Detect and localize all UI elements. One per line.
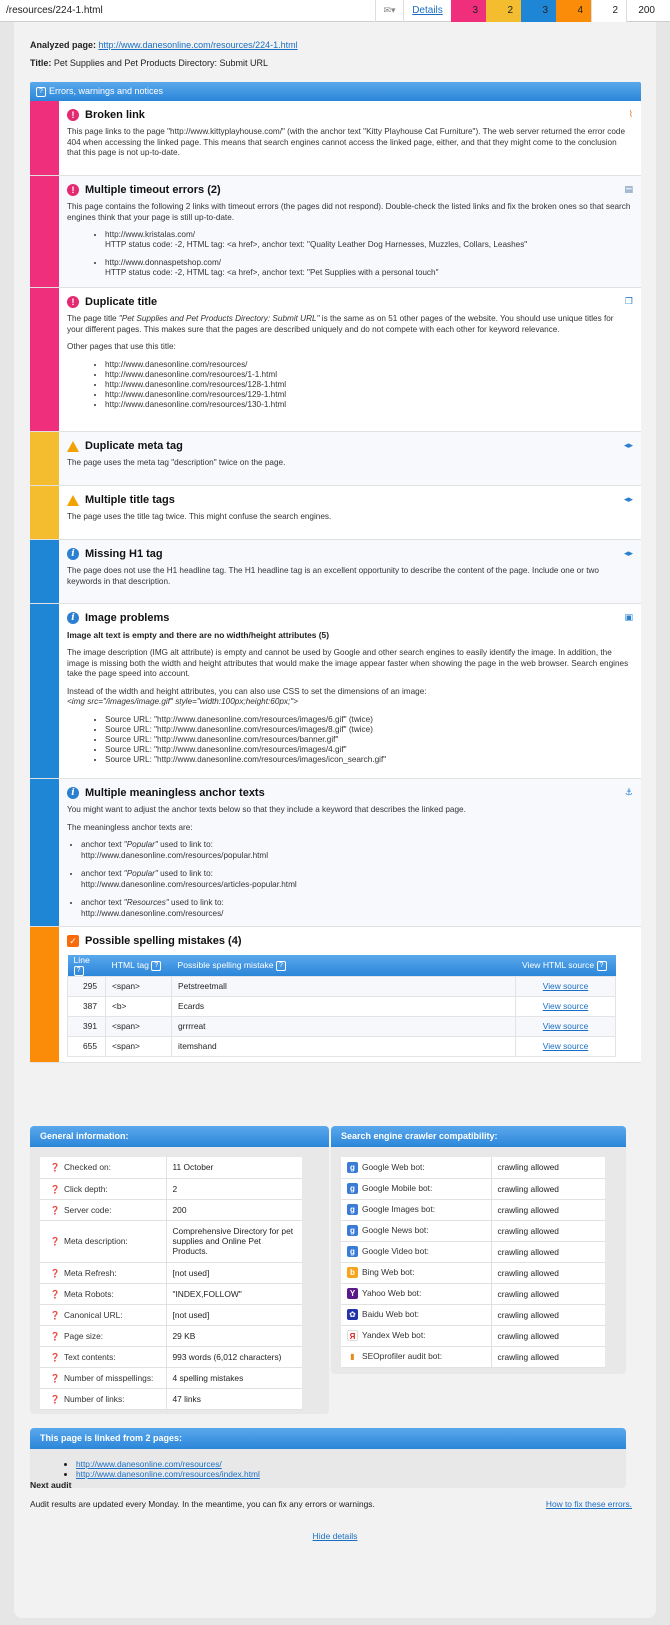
errors-count: 3 bbox=[451, 0, 486, 22]
anchor-item: • anchor text "Resources" used to link to: http://www.danesonline.com/resources/ bbox=[81, 898, 631, 919]
help-icon[interactable]: ? bbox=[597, 961, 607, 971]
image-icon: ▣ bbox=[624, 612, 633, 622]
code-icon: ◂▸ bbox=[623, 548, 633, 558]
issue-duplicate-meta: Duplicate meta tag ◂▸ The page uses the meta tag "description" twice on the page. bbox=[30, 432, 641, 486]
code-icon: ◂▸ bbox=[623, 494, 633, 504]
error-icon: ! bbox=[67, 296, 79, 308]
general-info-box: General information: ❓ Checked on: 11 October ❓ Click depth: 2 ❓ Server code: 200 ❓ Meta description: Comprehensive Directory for pet supplies and Online Pet Products. ❓ Meta Refresh: [not used] ❓ Meta Robots: "INDEX,FOLLOW" ❓ Canonical URL: [not used] ❓ Page size: 29 KB ❓ Text contents: 993 words (6,012 characters) ❓ Number of misspellings: 4 spelling mistakes ❓ Number of links: 47 links bbox=[30, 1126, 329, 1414]
server-icon: ▤ bbox=[624, 184, 633, 194]
info-icon: i bbox=[67, 787, 79, 799]
status-code: 200 bbox=[626, 0, 661, 22]
issue-spelling: ✓ Possible spelling mistakes (4) Line ? HTML tag ? Possible spelling mistake ? View HTML source ? 295 <span> Petstreetmall View source 387 <b> Ecards View source 391 <span> grrrreat View source 655 <span> itemshand View source bbox=[30, 927, 641, 1063]
code-icon: ◂▸ bbox=[623, 440, 633, 450]
view-source-link[interactable]: View source bbox=[542, 1001, 589, 1012]
issue-timeout-errors: ! Multiple timeout errors (2) ▤ This page contains the following 2 links with timeout errors (the pages did not respond). Double-check the listed links and fix the broken ones so that search engines think that your page is still up-to-date. • http://www.kristalas.com/ HTTP status code: -2, HTML tag: <a href>, anchor text: "Quality Leather Dog Harnesses, Muzzles, Collars, Leashes" • http://www.donnaspetshop.com/ HTTP status code: -2, HTML tag: <a href>, anchor text: "Pet Supplies with a personal touch" bbox=[30, 176, 641, 288]
warnings-count: 2 bbox=[486, 0, 521, 22]
analyzed-page-link[interactable]: http://www.danesonline.com/resources/224-1.html bbox=[98, 40, 298, 50]
issue-broken-link: ! Broken link ⌇ This page links to the page "http://www.kittyplayhouse.com/" (with the anchor text "Kitty Playhouse Cat Furniture"). The web server returned the error code 404 when accessing the linked page. This means that search engines cannot access the linked page, either, and that they might come to the conclusion that this page is not up-to-date. bbox=[30, 101, 641, 176]
spelling-table: Line ? HTML tag ? Possible spelling mistake ? View HTML source ? 295 <span> Petstreetmall View source 387 <b> Ecards View source 391 <span> grrrreat View source 655 <span> itemshand View source bbox=[67, 955, 616, 1057]
help-icon[interactable]: ? bbox=[74, 966, 84, 976]
linked-from-link[interactable]: http://www.danesonline.com/resources/ bbox=[76, 1459, 222, 1469]
crawler-box: Search engine crawler compatibility: g Google Web bot: crawling allowed g Google Mobile bot: crawling allowed g Google Images bot: crawling allowed g Google News bot: crawling allowed g Google Video bot: crawling allowed b Bing Web bot: crawling allowed Y Yahoo Web bot: crawling allowed ✿ Baidu Web bot: crawling allowed Я Yandex Web bot: crawling allowed ▮ SEOprofiler audit bot: crawling allowed bbox=[331, 1126, 626, 1374]
linked-from-box: This page is linked from 2 pages: • http://www.danesonline.com/resources/ • http://www.danesonline.com/resources/index.html bbox=[30, 1428, 626, 1488]
analyzed-page: Analyzed page: http://www.danesonline.com/resources/224-1.html bbox=[30, 40, 298, 50]
hide-details-link[interactable]: Hide details bbox=[312, 1531, 358, 1541]
table-row: 655 <span> itemshand View source bbox=[68, 1036, 616, 1056]
timeout-item: • http://www.kristalas.com/ HTTP status code: -2, HTML tag: <a href>, anchor text: "Quality Leather Dog Harnesses, Muzzles, Collars, Leashes" bbox=[105, 230, 631, 250]
table-row: 295 <span> Petstreetmall View source bbox=[68, 976, 616, 996]
table-row: 387 <b> Ecards View source bbox=[68, 996, 616, 1016]
timeout-item: • http://www.donnaspetshop.com/ HTTP status code: -2, HTML tag: <a href>, anchor text: "Pet Supplies with a personal touch" bbox=[105, 258, 631, 278]
notices-count: 3 bbox=[521, 0, 556, 22]
error-icon: ! bbox=[67, 109, 79, 121]
click-depth-count: 2 bbox=[591, 0, 626, 22]
issue-image-problems: i Image problems ▣ Image alt text is empty and there are no width/height attributes (5) The image description (IMG alt attribute) is empty and cannot be used by Google and other search engines to easily identify the image. In addition, the image is missing both the width and height attributes that would make the image appear faster when showing the page in the web browser. Search engines take the page speed into account. Instead of the width and height attributes, you can also use CSS to set the dimensions of an image: <img src="/images/image.gif" style="width:100px;height:60px;"> • Source URL: "http://www.danesonline.com/resources/images/6.gif" (twice) • Source URL: "http://www.danesonline.com/resources/images/8.gif" (twice) • Source URL: "http://www.danesonline.com/resources/banner.gif" • Source URL: "http://www.danesonline.com/resources/images/4.gif" • Source URL: "http://www.danesonline.com/resources/images/icon_search.gif" bbox=[30, 604, 641, 779]
issue-meaningless-anchors: i Multiple meaningless anchor texts ⚓ You might want to adjust the anchor texts below so that they include a keyword that describes the linked page. The meaningless anchor texts are: • anchor text "Popular" used to link to: http://www.danesonline.com/resources/popular.html • anchor text "Popular" used to link to: http://www.danesonline.com/resources/articles-popular.html • anchor text "Resources" used to link to: http://www.danesonline.com/resources/ bbox=[30, 779, 641, 927]
spellcheck-icon: ✓ bbox=[67, 935, 79, 947]
copy-icon: ❐ bbox=[624, 296, 633, 306]
page-url: /resources/224-1.html bbox=[6, 5, 103, 16]
top-bar bbox=[0, 0, 670, 22]
broken-link-icon: ⌇ bbox=[628, 109, 633, 119]
info-icon: i bbox=[67, 548, 79, 560]
issue-missing-h1: i Missing H1 tag ◂▸ The page does not use the H1 headline tag. The H1 headline tag is an excellent opportunity to describe the content of the page. Include one or two keywords in that description. bbox=[30, 540, 641, 604]
warning-icon bbox=[67, 495, 79, 506]
view-source-link[interactable]: View source bbox=[542, 1041, 589, 1052]
table-row: 391 <span> grrrreat View source bbox=[68, 1016, 616, 1036]
errors-header: ? Errors, warnings and notices bbox=[30, 82, 641, 101]
next-audit-text: Audit results are updated every Monday. In the meantime, you can fix any errors or warnings. bbox=[30, 1499, 375, 1509]
anchor-icon: ⚓ bbox=[624, 787, 633, 797]
info-icon: i bbox=[67, 612, 79, 624]
errors-section bbox=[30, 82, 641, 1063]
view-source-link[interactable]: View source bbox=[542, 1021, 589, 1032]
next-audit-title: Next audit bbox=[30, 1480, 72, 1490]
linked-from-link[interactable]: http://www.danesonline.com/resources/index.html bbox=[76, 1469, 260, 1479]
hide-details bbox=[14, 1531, 656, 1541]
how-to-fix-link[interactable]: How to fix these errors. bbox=[545, 1499, 632, 1509]
page-title: Title: Pet Supplies and Pet Products Directory: Submit URL bbox=[30, 58, 268, 68]
error-icon: ! bbox=[67, 184, 79, 196]
issue-multiple-title-tags: Multiple title tags ◂▸ The page uses the title tag twice. This might confuse the search engines. bbox=[30, 486, 641, 540]
help-icon[interactable]: ? bbox=[276, 961, 286, 971]
anchor-item: • anchor text "Popular" used to link to: http://www.danesonline.com/resources/articles-popular.html bbox=[81, 869, 631, 890]
help-icon[interactable]: ? bbox=[36, 87, 46, 97]
message-dropdown-icon[interactable]: ✉▾ bbox=[375, 0, 403, 22]
anchor-item: • anchor text "Popular" used to link to: http://www.danesonline.com/resources/popular.html bbox=[81, 840, 631, 861]
warning-icon bbox=[67, 441, 79, 452]
spelling-count: 4 bbox=[556, 0, 591, 22]
details-panel bbox=[14, 22, 656, 1618]
help-icon[interactable]: ? bbox=[151, 961, 161, 971]
details-link[interactable]: Details bbox=[403, 0, 451, 22]
view-source-link[interactable]: View source bbox=[542, 981, 589, 992]
issue-duplicate-title: ! Duplicate title ❐ The page title "Pet Supplies and Pet Products Directory: Submit URL" is the same as on 51 other pages of the website. You should use unique titles for your different pages. This makes sure that the pages are described uniquely and do not compete with each other for keyword relevance. Other pages that use this title: • http://www.danesonline.com/resources/ • http://www.danesonline.com/resources/1-1.html • http://www.danesonline.com/resources/128-1.html • http://www.danesonline.com/resources/129-1.html • http://www.danesonline.com/resources/130-1.html bbox=[30, 288, 641, 432]
